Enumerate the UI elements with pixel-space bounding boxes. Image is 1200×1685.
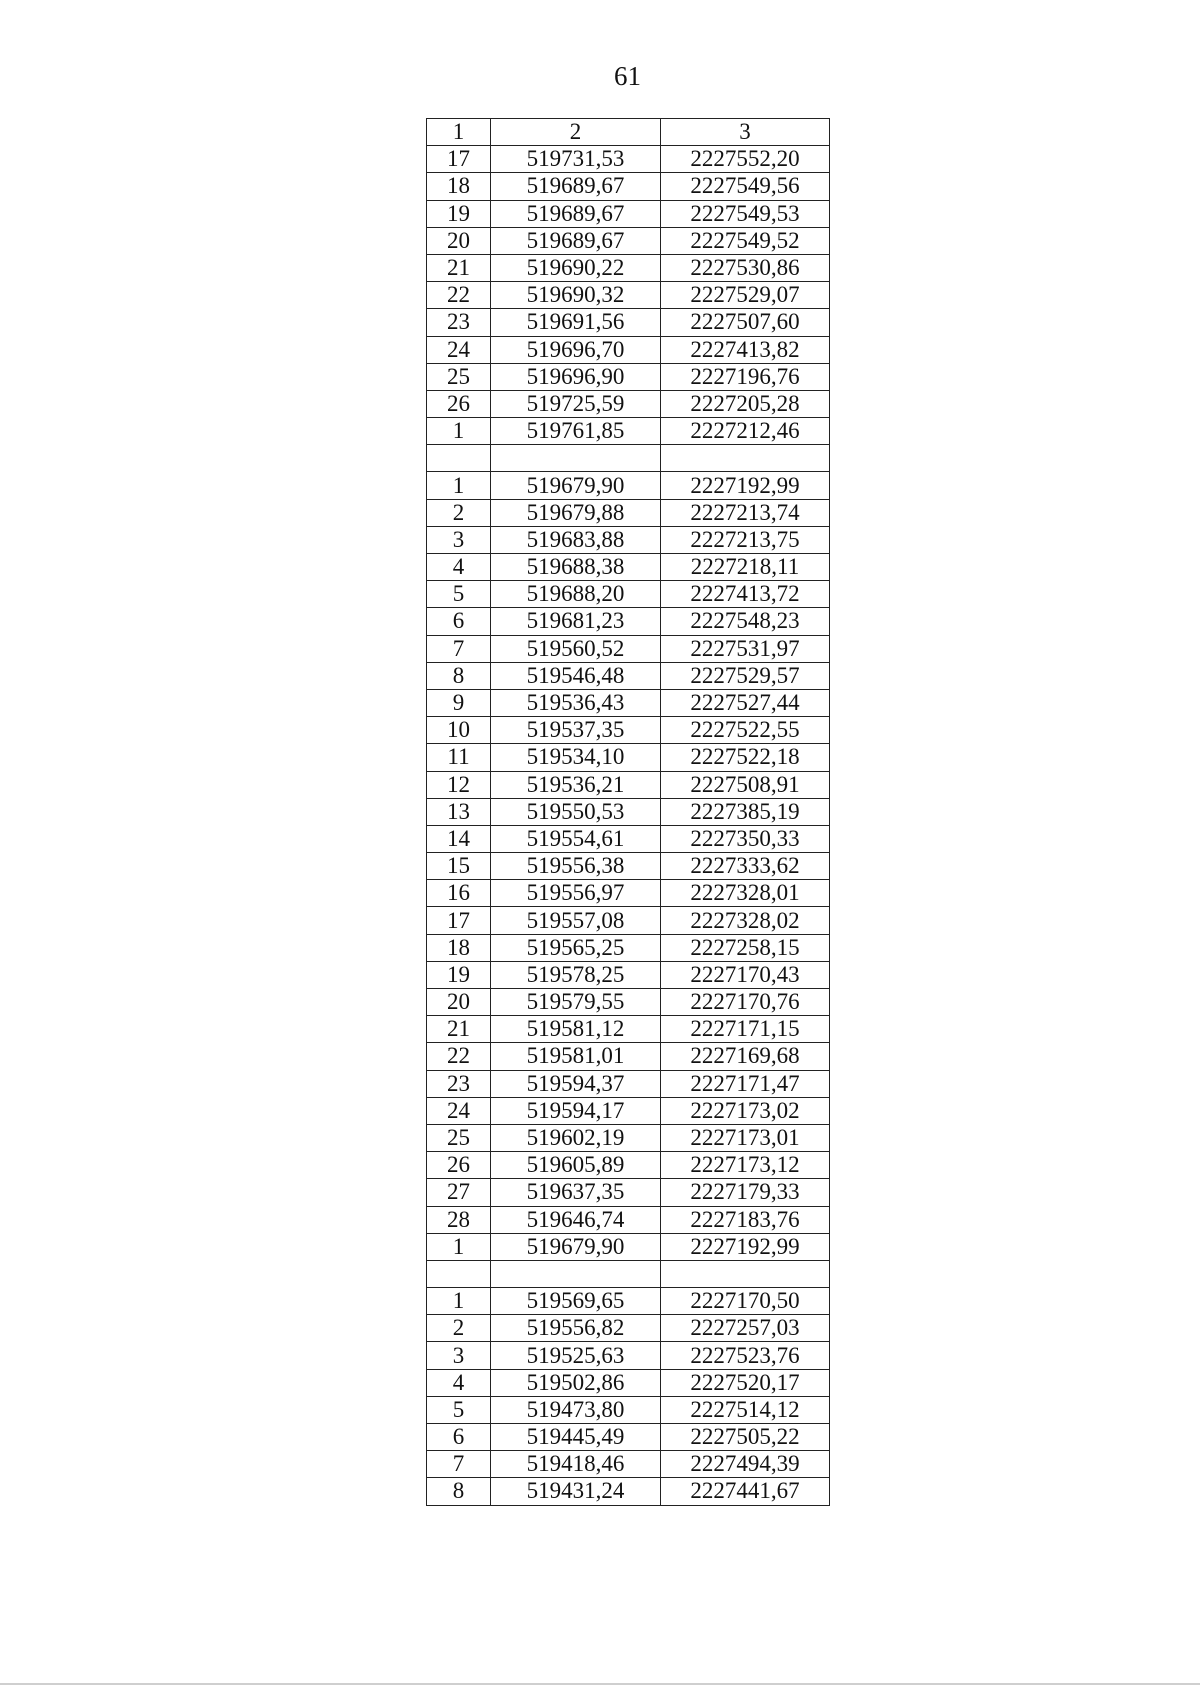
x-coordinate-cell: 519761,85 bbox=[491, 418, 661, 445]
y-coordinate-cell: 2227505,22 bbox=[661, 1424, 830, 1451]
x-coordinate-cell: 519690,32 bbox=[491, 282, 661, 309]
table-row bbox=[427, 880, 830, 907]
table-row bbox=[427, 418, 830, 445]
y-coordinate-cell: 2227529,07 bbox=[661, 282, 830, 309]
table-row bbox=[427, 200, 830, 227]
y-coordinate-cell: 2227514,12 bbox=[661, 1396, 830, 1423]
y-coordinate-cell: 2227549,52 bbox=[661, 227, 830, 254]
x-coordinate-cell: 519637,35 bbox=[491, 1179, 661, 1206]
table-row bbox=[427, 798, 830, 825]
y-coordinate-cell: 2227218,11 bbox=[661, 554, 830, 581]
table-row bbox=[427, 662, 830, 689]
y-coordinate-cell: 2227179,33 bbox=[661, 1179, 830, 1206]
table-row bbox=[427, 744, 830, 771]
y-coordinate-cell: 2227548,23 bbox=[661, 608, 830, 635]
x-coordinate-cell: 519696,90 bbox=[491, 363, 661, 390]
y-coordinate-cell: 2227494,39 bbox=[661, 1451, 830, 1478]
x-coordinate-cell: 519569,65 bbox=[491, 1288, 661, 1315]
x-coordinate-cell: 519557,08 bbox=[491, 907, 661, 934]
point-number-cell: 21 bbox=[427, 1016, 491, 1043]
point-number-cell: 21 bbox=[427, 254, 491, 281]
y-coordinate-cell: 2227413,82 bbox=[661, 336, 830, 363]
point-number-cell: 9 bbox=[427, 689, 491, 716]
table-row bbox=[427, 1260, 830, 1287]
y-coordinate-cell: 2227552,20 bbox=[661, 146, 830, 173]
x-coordinate-cell: 519431,24 bbox=[491, 1478, 661, 1505]
point-number-cell: 7 bbox=[427, 635, 491, 662]
y-coordinate-cell: 2227171,15 bbox=[661, 1016, 830, 1043]
table-row bbox=[427, 526, 830, 553]
table-row bbox=[427, 227, 830, 254]
y-coordinate-cell: 2227196,76 bbox=[661, 363, 830, 390]
table-row bbox=[427, 1369, 830, 1396]
point-number-cell: 12 bbox=[427, 771, 491, 798]
point-number-cell: 22 bbox=[427, 1043, 491, 1070]
table-row bbox=[427, 581, 830, 608]
x-coordinate-cell: 519681,23 bbox=[491, 608, 661, 635]
y-coordinate-cell: 2227328,01 bbox=[661, 880, 830, 907]
y-coordinate-cell: 2227530,86 bbox=[661, 254, 830, 281]
x-coordinate-cell: 519556,38 bbox=[491, 853, 661, 880]
table-row bbox=[427, 173, 830, 200]
y-coordinate-cell: 2227385,19 bbox=[661, 798, 830, 825]
x-coordinate-cell: 519578,25 bbox=[491, 961, 661, 988]
point-number-cell: 4 bbox=[427, 1369, 491, 1396]
x-coordinate-cell: 519696,70 bbox=[491, 336, 661, 363]
table-row bbox=[427, 1097, 830, 1124]
table-row bbox=[427, 472, 830, 499]
y-coordinate-cell: 2227522,55 bbox=[661, 717, 830, 744]
x-coordinate-cell: 519594,37 bbox=[491, 1070, 661, 1097]
coordinates-table bbox=[426, 118, 830, 1506]
point-number-cell: 27 bbox=[427, 1179, 491, 1206]
y-coordinate-cell: 2227257,03 bbox=[661, 1315, 830, 1342]
x-coordinate-cell: 519525,63 bbox=[491, 1342, 661, 1369]
point-number-cell: 10 bbox=[427, 717, 491, 744]
x-coordinate-cell: 519418,46 bbox=[491, 1451, 661, 1478]
y-coordinate-cell: 2227169,68 bbox=[661, 1043, 830, 1070]
table-header-row bbox=[427, 119, 830, 146]
table-row bbox=[427, 1396, 830, 1423]
point-number-cell: 4 bbox=[427, 554, 491, 581]
x-coordinate-cell: 519473,80 bbox=[491, 1396, 661, 1423]
y-coordinate-cell: 2227520,17 bbox=[661, 1369, 830, 1396]
x-coordinate-cell: 519581,01 bbox=[491, 1043, 661, 1070]
x-coordinate-cell: 519556,82 bbox=[491, 1315, 661, 1342]
point-number-cell: 16 bbox=[427, 880, 491, 907]
table-row bbox=[427, 390, 830, 417]
y-coordinate-cell: 2227529,57 bbox=[661, 662, 830, 689]
header-cell-y: 3 bbox=[661, 119, 830, 146]
x-coordinate-cell: 519556,97 bbox=[491, 880, 661, 907]
point-number-cell: 24 bbox=[427, 1097, 491, 1124]
y-coordinate-cell: 2227441,67 bbox=[661, 1478, 830, 1505]
table-row bbox=[427, 1233, 830, 1260]
table-row bbox=[427, 554, 830, 581]
table-body bbox=[427, 146, 830, 1505]
x-coordinate-cell: 519605,89 bbox=[491, 1152, 661, 1179]
table-row bbox=[427, 1288, 830, 1315]
x-coordinate-cell: 519445,49 bbox=[491, 1424, 661, 1451]
point-number-cell: 8 bbox=[427, 662, 491, 689]
point-number-cell: 3 bbox=[427, 1342, 491, 1369]
table-row bbox=[427, 961, 830, 988]
point-number-cell: 23 bbox=[427, 1070, 491, 1097]
x-coordinate-cell: 519536,43 bbox=[491, 689, 661, 716]
y-coordinate-cell: 2227171,47 bbox=[661, 1070, 830, 1097]
table-row bbox=[427, 1342, 830, 1369]
x-coordinate-cell bbox=[491, 445, 661, 472]
x-coordinate-cell: 519691,56 bbox=[491, 309, 661, 336]
point-number-cell: 26 bbox=[427, 1152, 491, 1179]
y-coordinate-cell: 2227170,76 bbox=[661, 989, 830, 1016]
x-coordinate-cell: 519537,35 bbox=[491, 717, 661, 744]
point-number-cell: 6 bbox=[427, 1424, 491, 1451]
y-coordinate-cell: 2227213,74 bbox=[661, 499, 830, 526]
table-row bbox=[427, 336, 830, 363]
y-coordinate-cell: 2227523,76 bbox=[661, 1342, 830, 1369]
x-coordinate-cell: 519560,52 bbox=[491, 635, 661, 662]
x-coordinate-cell: 519502,86 bbox=[491, 1369, 661, 1396]
x-coordinate-cell: 519536,21 bbox=[491, 771, 661, 798]
point-number-cell: 19 bbox=[427, 961, 491, 988]
table-row bbox=[427, 825, 830, 852]
table-row bbox=[427, 934, 830, 961]
y-coordinate-cell: 2227173,02 bbox=[661, 1097, 830, 1124]
y-coordinate-cell: 2227173,01 bbox=[661, 1124, 830, 1151]
table-row bbox=[427, 1315, 830, 1342]
y-coordinate-cell: 2227549,53 bbox=[661, 200, 830, 227]
table-row bbox=[427, 689, 830, 716]
header-cell-point: 1 bbox=[427, 119, 491, 146]
y-coordinate-cell: 2227413,72 bbox=[661, 581, 830, 608]
point-number-cell: 26 bbox=[427, 390, 491, 417]
x-coordinate-cell: 519689,67 bbox=[491, 200, 661, 227]
point-number-cell: 17 bbox=[427, 907, 491, 934]
y-coordinate-cell: 2227522,18 bbox=[661, 744, 830, 771]
table-row bbox=[427, 717, 830, 744]
table-row bbox=[427, 608, 830, 635]
x-coordinate-cell: 519679,90 bbox=[491, 1233, 661, 1260]
point-number-cell: 1 bbox=[427, 1233, 491, 1260]
point-number-cell: 25 bbox=[427, 1124, 491, 1151]
y-coordinate-cell: 2227192,99 bbox=[661, 472, 830, 499]
point-number-cell bbox=[427, 1260, 491, 1287]
table-row bbox=[427, 1206, 830, 1233]
point-number-cell: 1 bbox=[427, 472, 491, 499]
table-row bbox=[427, 1043, 830, 1070]
table-row bbox=[427, 853, 830, 880]
point-number-cell: 14 bbox=[427, 825, 491, 852]
y-coordinate-cell: 2227328,02 bbox=[661, 907, 830, 934]
y-coordinate-cell: 2227170,43 bbox=[661, 961, 830, 988]
point-number-cell: 1 bbox=[427, 418, 491, 445]
page-number: 61 bbox=[614, 61, 641, 91]
point-number-cell: 2 bbox=[427, 499, 491, 526]
x-coordinate-cell: 519594,17 bbox=[491, 1097, 661, 1124]
x-coordinate-cell: 519690,22 bbox=[491, 254, 661, 281]
table-row bbox=[427, 635, 830, 662]
x-coordinate-cell: 519689,67 bbox=[491, 227, 661, 254]
y-coordinate-cell: 2227205,28 bbox=[661, 390, 830, 417]
x-coordinate-cell: 519688,20 bbox=[491, 581, 661, 608]
table-row bbox=[427, 771, 830, 798]
table-row bbox=[427, 445, 830, 472]
x-coordinate-cell: 519689,67 bbox=[491, 173, 661, 200]
table-row bbox=[427, 1424, 830, 1451]
y-coordinate-cell bbox=[661, 1260, 830, 1287]
point-number-cell: 7 bbox=[427, 1451, 491, 1478]
x-coordinate-cell: 519534,10 bbox=[491, 744, 661, 771]
table-row bbox=[427, 363, 830, 390]
x-coordinate-cell: 519679,88 bbox=[491, 499, 661, 526]
y-coordinate-cell: 2227531,97 bbox=[661, 635, 830, 662]
table-row bbox=[427, 1070, 830, 1097]
point-number-cell: 15 bbox=[427, 853, 491, 880]
y-coordinate-cell: 2227508,91 bbox=[661, 771, 830, 798]
table-row bbox=[427, 1179, 830, 1206]
y-coordinate-cell: 2227527,44 bbox=[661, 689, 830, 716]
point-number-cell: 6 bbox=[427, 608, 491, 635]
y-coordinate-cell: 2227350,33 bbox=[661, 825, 830, 852]
point-number-cell: 13 bbox=[427, 798, 491, 825]
point-number-cell: 5 bbox=[427, 581, 491, 608]
y-coordinate-cell: 2227192,99 bbox=[661, 1233, 830, 1260]
y-coordinate-cell: 2227170,50 bbox=[661, 1288, 830, 1315]
point-number-cell: 18 bbox=[427, 934, 491, 961]
y-coordinate-cell: 2227549,56 bbox=[661, 173, 830, 200]
x-coordinate-cell: 519646,74 bbox=[491, 1206, 661, 1233]
point-number-cell: 17 bbox=[427, 146, 491, 173]
x-coordinate-cell: 519679,90 bbox=[491, 472, 661, 499]
table-row bbox=[427, 254, 830, 281]
table-row bbox=[427, 1124, 830, 1151]
y-coordinate-cell: 2227333,62 bbox=[661, 853, 830, 880]
point-number-cell: 2 bbox=[427, 1315, 491, 1342]
point-number-cell: 22 bbox=[427, 282, 491, 309]
table-row bbox=[427, 1451, 830, 1478]
table-row bbox=[427, 146, 830, 173]
x-coordinate-cell: 519581,12 bbox=[491, 1016, 661, 1043]
y-coordinate-cell: 2227258,15 bbox=[661, 934, 830, 961]
x-coordinate-cell bbox=[491, 1260, 661, 1287]
point-number-cell: 18 bbox=[427, 173, 491, 200]
y-coordinate-cell: 2227213,75 bbox=[661, 526, 830, 553]
y-coordinate-cell bbox=[661, 445, 830, 472]
y-coordinate-cell: 2227183,76 bbox=[661, 1206, 830, 1233]
table-row bbox=[427, 309, 830, 336]
x-coordinate-cell: 519683,88 bbox=[491, 526, 661, 553]
x-coordinate-cell: 519579,55 bbox=[491, 989, 661, 1016]
table-row bbox=[427, 1152, 830, 1179]
table-row bbox=[427, 989, 830, 1016]
table-row bbox=[427, 907, 830, 934]
table-row bbox=[427, 282, 830, 309]
point-number-cell: 8 bbox=[427, 1478, 491, 1505]
x-coordinate-cell: 519546,48 bbox=[491, 662, 661, 689]
point-number-cell: 19 bbox=[427, 200, 491, 227]
table-row bbox=[427, 1016, 830, 1043]
x-coordinate-cell: 519725,59 bbox=[491, 390, 661, 417]
table-row bbox=[427, 1478, 830, 1505]
table-row bbox=[427, 499, 830, 526]
point-number-cell: 28 bbox=[427, 1206, 491, 1233]
point-number-cell: 25 bbox=[427, 363, 491, 390]
point-number-cell: 23 bbox=[427, 309, 491, 336]
point-number-cell: 3 bbox=[427, 526, 491, 553]
header-cell-x: 2 bbox=[491, 119, 661, 146]
point-number-cell: 1 bbox=[427, 1288, 491, 1315]
point-number-cell: 24 bbox=[427, 336, 491, 363]
point-number-cell: 11 bbox=[427, 744, 491, 771]
point-number-cell: 20 bbox=[427, 989, 491, 1016]
x-coordinate-cell: 519602,19 bbox=[491, 1124, 661, 1151]
x-coordinate-cell: 519731,53 bbox=[491, 146, 661, 173]
point-number-cell: 20 bbox=[427, 227, 491, 254]
x-coordinate-cell: 519565,25 bbox=[491, 934, 661, 961]
y-coordinate-cell: 2227507,60 bbox=[661, 309, 830, 336]
y-coordinate-cell: 2227212,46 bbox=[661, 418, 830, 445]
x-coordinate-cell: 519554,61 bbox=[491, 825, 661, 852]
point-number-cell: 5 bbox=[427, 1396, 491, 1423]
x-coordinate-cell: 519688,38 bbox=[491, 554, 661, 581]
point-number-cell bbox=[427, 445, 491, 472]
y-coordinate-cell: 2227173,12 bbox=[661, 1152, 830, 1179]
x-coordinate-cell: 519550,53 bbox=[491, 798, 661, 825]
